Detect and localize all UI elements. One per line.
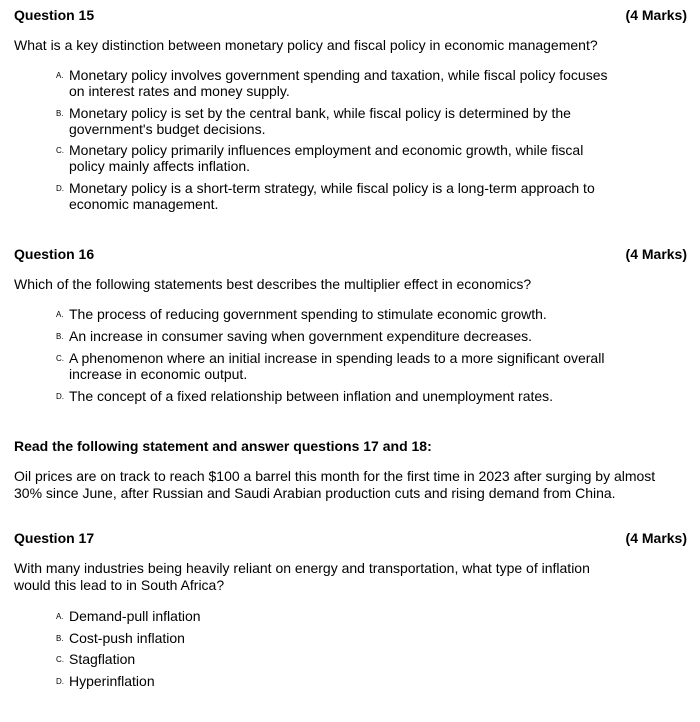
question-17-title: Question 17: [14, 530, 95, 546]
q16-option-b[interactable]: [56, 328, 621, 345]
question-16-title: Question 16: [14, 246, 95, 262]
q16-option-d[interactable]: [56, 388, 621, 405]
q17-option-a-letter: A.: [56, 612, 64, 621]
q16-option-d-letter: D.: [56, 392, 64, 401]
q15-option-c[interactable]: [56, 142, 621, 174]
q15-option-d[interactable]: [56, 180, 621, 212]
q15-option-d-letter: D.: [56, 184, 64, 193]
q16-option-c[interactable]: [56, 350, 621, 382]
q15-option-a-letter: A.: [56, 71, 64, 80]
q16-option-a[interactable]: [56, 306, 621, 323]
q17-option-c[interactable]: [56, 651, 621, 668]
q15-option-b-letter: B.: [56, 109, 64, 118]
q15-option-a-text: Monetary policy involves government spending and taxation, while fiscal policy focuses on interest rates and money supply.: [69, 67, 608, 99]
q17-option-c-text: Stagflation: [69, 651, 136, 667]
question-15-prompt: What is a key distinction between monetary policy and fiscal policy in economic management?: [14, 37, 598, 53]
question-15-marks: (4 Marks): [625, 7, 687, 23]
q16-option-b-text: An increase in consumer saving when government expenditure decreases.: [69, 328, 533, 344]
q15-option-a[interactable]: [56, 67, 621, 99]
q15-option-b-text: Monetary policy is set by the central bank, while fiscal policy is determined by the government's budget decisions.: [69, 105, 571, 137]
question-16-header: [14, 246, 687, 263]
q16-option-b-letter: B.: [56, 332, 64, 341]
q16-option-c-letter: C.: [56, 354, 64, 363]
q17-option-b-letter: B.: [56, 634, 64, 643]
q16-option-a-text: The process of reducing government spending to stimulate economic growth.: [69, 306, 547, 322]
q15-option-c-letter: C.: [56, 146, 64, 155]
question-15-header: [14, 7, 687, 24]
q17-option-d-letter: D.: [56, 677, 64, 686]
q17-option-b-text: Cost-push inflation: [69, 630, 185, 646]
q17-option-b[interactable]: [56, 630, 621, 647]
question-15-title: Question 15: [14, 7, 95, 23]
question-17-prompt: With many industries being heavily reliant on energy and transportation, what type of inflation would this lead to in South Africa?: [14, 560, 590, 593]
q16-option-c-text: A phenomenon where an initial increase in spending leads to a more significant overall increase in economic output.: [69, 350, 605, 382]
q17-option-a-text: Demand-pull inflation: [69, 608, 201, 624]
q17-option-d-text: Hyperinflation: [69, 673, 155, 689]
q15-option-c-text: Monetary policy primarily influences employment and economic growth, while fiscal policy mainly affects inflation.: [69, 142, 584, 174]
question-16-prompt: Which of the following statements best describes the multiplier effect in economics?: [14, 276, 532, 292]
q16-option-d-text: The concept of a fixed relationship between inflation and unemployment rates.: [69, 388, 554, 404]
q17-option-d[interactable]: [56, 673, 621, 690]
question-16-marks: (4 Marks): [625, 246, 687, 262]
passage-text: Oil prices are on track to reach $100 a barrel this month for the first time in 2023 after surging by almost 30% since June, after Russian and Saudi Arabian production cuts and rising demand from China.: [14, 468, 656, 501]
q15-option-d-text: Monetary policy is a short-term strategy, while fiscal policy is a long-term approach to economic management.: [69, 180, 595, 212]
passage-heading: Read the following statement and answer questions 17 and 18:: [14, 438, 432, 454]
q15-option-b[interactable]: [56, 105, 621, 137]
question-17-marks: (4 Marks): [625, 530, 687, 546]
q17-option-a[interactable]: [56, 608, 621, 625]
question-17-header: [14, 530, 687, 547]
q16-option-a-letter: A.: [56, 310, 64, 319]
q17-option-c-letter: C.: [56, 655, 64, 664]
